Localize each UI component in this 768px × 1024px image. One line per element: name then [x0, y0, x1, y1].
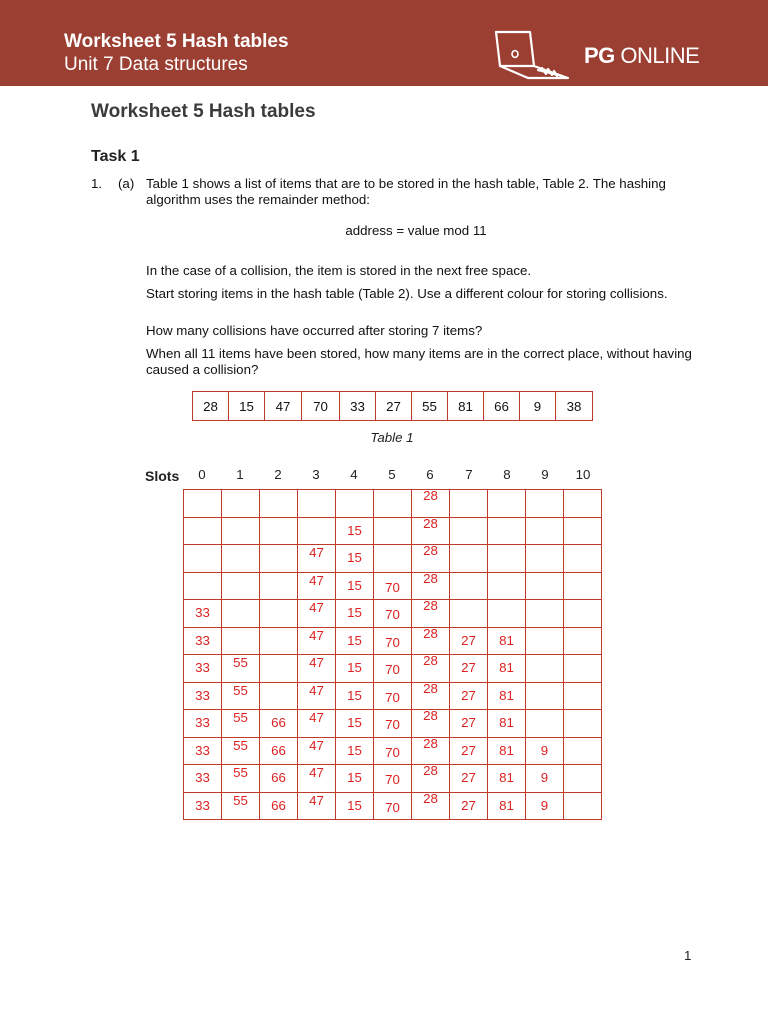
hash-cell [564, 792, 602, 820]
hash-entry: 70 [385, 799, 400, 815]
hash-cell [450, 710, 488, 738]
hash-cell [222, 627, 260, 655]
hash-cell [412, 627, 450, 655]
hash-cell [488, 655, 526, 683]
hash-cell [336, 600, 374, 628]
slot-header: 5 [388, 467, 396, 482]
slot-header: 6 [426, 467, 434, 482]
hash-entry: 15 [347, 715, 362, 730]
hash-row [184, 710, 602, 738]
item-cell: 55 [412, 392, 448, 421]
slot-header: 3 [312, 467, 320, 482]
question-number: 1. [91, 176, 103, 191]
hash-entry: 9 [540, 797, 549, 813]
slots-label: Slots [145, 468, 180, 484]
hash-cell [260, 682, 298, 710]
header-title: Worksheet 5 Hash tables [64, 31, 289, 52]
hash-cell [526, 572, 564, 600]
hash-entry: 55 [233, 682, 248, 698]
hash-cell [298, 545, 336, 573]
hash-cell [374, 792, 412, 820]
slot-header: 0 [198, 467, 206, 482]
hash-cell [564, 600, 602, 628]
slot-header: 2 [274, 467, 282, 482]
hash-cell [222, 710, 260, 738]
hash-cell [564, 765, 602, 793]
hash-entry: 33 [195, 605, 210, 620]
hash-entry: 28 [423, 653, 438, 668]
hash-cell [298, 765, 336, 793]
hash-cell [450, 490, 488, 518]
hash-cell [450, 765, 488, 793]
hash-cell [526, 737, 564, 765]
hash-cell [260, 655, 298, 683]
hash-row [184, 737, 602, 765]
slot-header: 7 [465, 467, 473, 482]
hash-cell [298, 627, 336, 655]
item-cell: 28 [193, 392, 229, 421]
hash-cell [336, 682, 374, 710]
hash-cell [184, 655, 222, 683]
hash-cell [526, 600, 564, 628]
hash-entry: 33 [195, 632, 210, 648]
hash-entry: 27 [461, 797, 476, 813]
hash-cell [450, 517, 488, 545]
hash-cell [336, 710, 374, 738]
hash-entry: 27 [461, 715, 476, 730]
hash-cell [336, 737, 374, 765]
hash-cell [488, 710, 526, 738]
hash-entry: 33 [195, 687, 210, 703]
hash-cell [412, 682, 450, 710]
hash-cell [450, 545, 488, 573]
hash-cell [488, 765, 526, 793]
hash-entry: 15 [347, 660, 362, 675]
hash-cell [374, 572, 412, 600]
items-row [193, 392, 593, 421]
hash-entry: 9 [540, 742, 549, 758]
brand-name [584, 43, 699, 69]
hash-cell [374, 600, 412, 628]
hash-entry: 55 [233, 655, 248, 670]
question-correct-place: When all 11 items have been stored, how many items are in the correct place, without having caused a collision? [146, 346, 692, 377]
hash-entry: 28 [423, 598, 438, 613]
task-heading: Task 1 [91, 148, 140, 165]
hash-cell [412, 517, 450, 545]
item-cell: 70 [302, 392, 340, 421]
hash-cell [336, 572, 374, 600]
hash-entry: 70 [385, 717, 400, 732]
hash-cell [298, 490, 336, 518]
hash-cell [222, 682, 260, 710]
item-cell: 15 [229, 392, 265, 421]
hash-cell [260, 490, 298, 518]
table1-caption: Table 1 [370, 430, 414, 445]
hash-cell [222, 655, 260, 683]
hash-cell [336, 765, 374, 793]
hash-entry: 28 [423, 543, 438, 558]
hash-cell [450, 572, 488, 600]
hash-entry: 55 [233, 737, 248, 753]
hash-entry: 70 [385, 662, 400, 677]
hash-entry: 47 [309, 572, 324, 588]
hash-cell [260, 600, 298, 628]
hash-entry: 33 [195, 797, 210, 813]
hash-entry: 55 [233, 792, 248, 808]
hash-cell [564, 655, 602, 683]
hash-cell [260, 765, 298, 793]
hash-cell [298, 792, 336, 820]
hash-cell [412, 600, 450, 628]
hash-cell [260, 792, 298, 820]
header-subtitle: Unit 7 Data structures [64, 54, 248, 75]
slot-header: 9 [541, 467, 549, 482]
hash-entry: 47 [309, 737, 324, 753]
hash-cell [260, 627, 298, 655]
hash-entry: 47 [309, 682, 324, 698]
hash-cell [526, 627, 564, 655]
hash-entry: 28 [423, 570, 438, 586]
hash-entry: 15 [347, 742, 362, 758]
slot-header: 8 [503, 467, 511, 482]
hash-cell [260, 572, 298, 600]
hash-cell [184, 765, 222, 793]
hash-cell [184, 710, 222, 738]
hash-cell [488, 490, 526, 518]
hash-entry: 70 [385, 744, 400, 760]
hash-cell [526, 490, 564, 518]
hash-row [184, 792, 602, 820]
hash-cell [184, 545, 222, 573]
hash-cell [298, 710, 336, 738]
hash-entry: 81 [499, 797, 514, 813]
hash-entry: 81 [499, 687, 514, 703]
hash-entry: 66 [271, 770, 286, 785]
formula: address = value mod 11 [345, 223, 487, 238]
hash-cell [412, 710, 450, 738]
hash-cell [450, 682, 488, 710]
hash-cell [222, 600, 260, 628]
item-cell: 27 [376, 392, 412, 421]
hash-cell [526, 765, 564, 793]
hash-cell [564, 627, 602, 655]
hash-cell [488, 600, 526, 628]
hash-cell [374, 682, 412, 710]
hash-cell [526, 517, 564, 545]
hash-cell [184, 490, 222, 518]
hash-entry: 66 [271, 797, 286, 813]
hash-cell [222, 765, 260, 793]
hash-entry: 81 [499, 660, 514, 675]
question-part: (a) [118, 176, 135, 191]
hash-cell [298, 682, 336, 710]
item-cell: 66 [484, 392, 520, 421]
hash-entry: 27 [461, 770, 476, 785]
hash-entry: 47 [309, 765, 324, 780]
item-cell: 81 [448, 392, 484, 421]
hash-cell [526, 682, 564, 710]
hash-cell [374, 710, 412, 738]
hash-cell [526, 545, 564, 573]
hash-cell [336, 655, 374, 683]
hash-row [184, 600, 602, 628]
hash-cell [488, 627, 526, 655]
hash-entry: 15 [347, 770, 362, 785]
hash-row [184, 655, 602, 683]
hash-entry: 15 [347, 605, 362, 620]
hash-cell [260, 710, 298, 738]
hash-cell [336, 490, 374, 518]
hash-entry: 15 [347, 797, 362, 813]
hash-cell [336, 627, 374, 655]
hash-cell [450, 655, 488, 683]
hash-row [184, 517, 602, 545]
hash-entry: 28 [423, 735, 438, 751]
hash-cell [450, 737, 488, 765]
hash-entry: 55 [233, 765, 248, 780]
hash-cell [412, 737, 450, 765]
hash-cell [374, 517, 412, 545]
hash-cell [260, 517, 298, 545]
hash-entry: 27 [461, 660, 476, 675]
slot-header: 4 [350, 467, 358, 482]
hash-entry: 15 [347, 522, 362, 538]
hash-entry: 66 [271, 715, 286, 730]
hash-entry: 27 [461, 687, 476, 703]
hash-cell [374, 545, 412, 573]
hash-cell [412, 765, 450, 793]
hash-entry: 81 [499, 715, 514, 730]
hash-cell [222, 792, 260, 820]
slot-header: 10 [575, 467, 591, 482]
hash-cell [298, 600, 336, 628]
hash-cell [260, 737, 298, 765]
hash-entry: 81 [499, 742, 514, 758]
hash-entry: 33 [195, 660, 210, 675]
question-text: Table 1 shows a list of items that are to be stored in the hash table, Table 2. The hashing algorithm uses the remainder method: [146, 176, 666, 207]
hash-entry: 70 [385, 579, 400, 595]
hash-cell [298, 655, 336, 683]
hash-cell [488, 545, 526, 573]
hash-cell [374, 655, 412, 683]
hash-entry: 27 [461, 632, 476, 648]
page-title: Worksheet 5 Hash tables [91, 101, 316, 122]
instruction-start: Start storing items in the hash table (Table 2). Use a different colour for storing collisions. [146, 286, 668, 301]
brand-rest: ONLINE [620, 43, 700, 68]
hash-cell [526, 792, 564, 820]
hash-cell [450, 600, 488, 628]
hash-table [183, 489, 602, 820]
hash-cell [298, 737, 336, 765]
hash-entry: 28 [423, 790, 438, 806]
hash-entry: 15 [347, 550, 362, 565]
hash-cell [412, 545, 450, 573]
hash-cell [184, 627, 222, 655]
hash-entry: 47 [309, 655, 324, 670]
hash-cell [184, 517, 222, 545]
hash-cell [374, 765, 412, 793]
question-collisions: How many collisions have occurred after storing 7 items? [146, 323, 483, 338]
item-cell: 33 [340, 392, 376, 421]
items-table [192, 391, 593, 421]
hash-entry: 66 [271, 742, 286, 758]
hash-cell [184, 600, 222, 628]
hash-entry: 33 [195, 770, 210, 785]
pg-online-logo [488, 26, 718, 82]
hash-cell [564, 545, 602, 573]
hash-row [184, 682, 602, 710]
hash-cell [222, 517, 260, 545]
header-banner [0, 0, 768, 86]
hash-entry: 47 [309, 710, 324, 725]
hash-cell [222, 545, 260, 573]
hash-cell [526, 655, 564, 683]
hash-cell [488, 572, 526, 600]
hash-cell [374, 490, 412, 518]
item-cell: 9 [520, 392, 556, 421]
hash-cell [298, 517, 336, 545]
brand-bold: PG [584, 43, 615, 68]
hash-cell [412, 655, 450, 683]
hash-entry: 70 [385, 772, 400, 787]
hash-cell [412, 572, 450, 600]
hash-row [184, 545, 602, 573]
hash-row [184, 765, 602, 793]
hash-row [184, 572, 602, 600]
hash-entry: 33 [195, 742, 210, 758]
hash-cell [564, 710, 602, 738]
hash-cell [298, 572, 336, 600]
hash-cell [222, 737, 260, 765]
hash-entry: 70 [385, 607, 400, 622]
hash-cell [564, 490, 602, 518]
hash-cell [184, 572, 222, 600]
hash-cell [450, 792, 488, 820]
hash-entry: 9 [540, 770, 549, 785]
hash-entry: 33 [195, 715, 210, 730]
hash-entry: 81 [499, 632, 514, 648]
hash-cell [374, 737, 412, 765]
hash-cell [184, 792, 222, 820]
hash-row [184, 490, 602, 518]
hash-cell [412, 490, 450, 518]
hash-cell [222, 490, 260, 518]
hash-cell [336, 545, 374, 573]
hash-entry: 70 [385, 634, 400, 650]
hash-entry: 28 [423, 515, 438, 531]
hash-entry: 27 [461, 742, 476, 758]
hash-entry: 47 [309, 792, 324, 808]
hash-cell [488, 737, 526, 765]
hash-cell [374, 627, 412, 655]
laptop-icon [488, 26, 578, 82]
item-cell: 38 [556, 392, 593, 421]
hash-entry: 28 [423, 763, 438, 778]
item-cell: 47 [265, 392, 302, 421]
hash-entry: 55 [233, 710, 248, 725]
hash-entry: 15 [347, 687, 362, 703]
hash-entry: 28 [423, 708, 438, 723]
hash-entry: 28 [423, 680, 438, 696]
hash-cell [336, 517, 374, 545]
hash-cell [184, 682, 222, 710]
hash-entry: 81 [499, 770, 514, 785]
hash-entry: 15 [347, 577, 362, 593]
hash-entry: 70 [385, 689, 400, 705]
hash-entry: 47 [309, 600, 324, 615]
hash-entry: 28 [423, 625, 438, 641]
hash-entry: 47 [309, 545, 324, 560]
hash-cell [564, 572, 602, 600]
hash-cell [450, 627, 488, 655]
hash-cell [564, 682, 602, 710]
hash-entry: 15 [347, 632, 362, 648]
hash-cell [412, 792, 450, 820]
instruction-collision: In the case of a collision, the item is stored in the next free space. [146, 263, 532, 278]
hash-entry: 28 [423, 488, 438, 503]
hash-cell [336, 792, 374, 820]
hash-cell [564, 737, 602, 765]
hash-cell [260, 545, 298, 573]
hash-cell [184, 737, 222, 765]
hash-cell [222, 572, 260, 600]
hash-row [184, 627, 602, 655]
hash-cell [526, 710, 564, 738]
hash-cell [488, 517, 526, 545]
hash-cell [564, 517, 602, 545]
hash-entry: 47 [309, 627, 324, 643]
page-number: 1 [684, 948, 692, 963]
hash-cell [488, 792, 526, 820]
hash-cell [488, 682, 526, 710]
slot-header: 1 [236, 467, 244, 482]
